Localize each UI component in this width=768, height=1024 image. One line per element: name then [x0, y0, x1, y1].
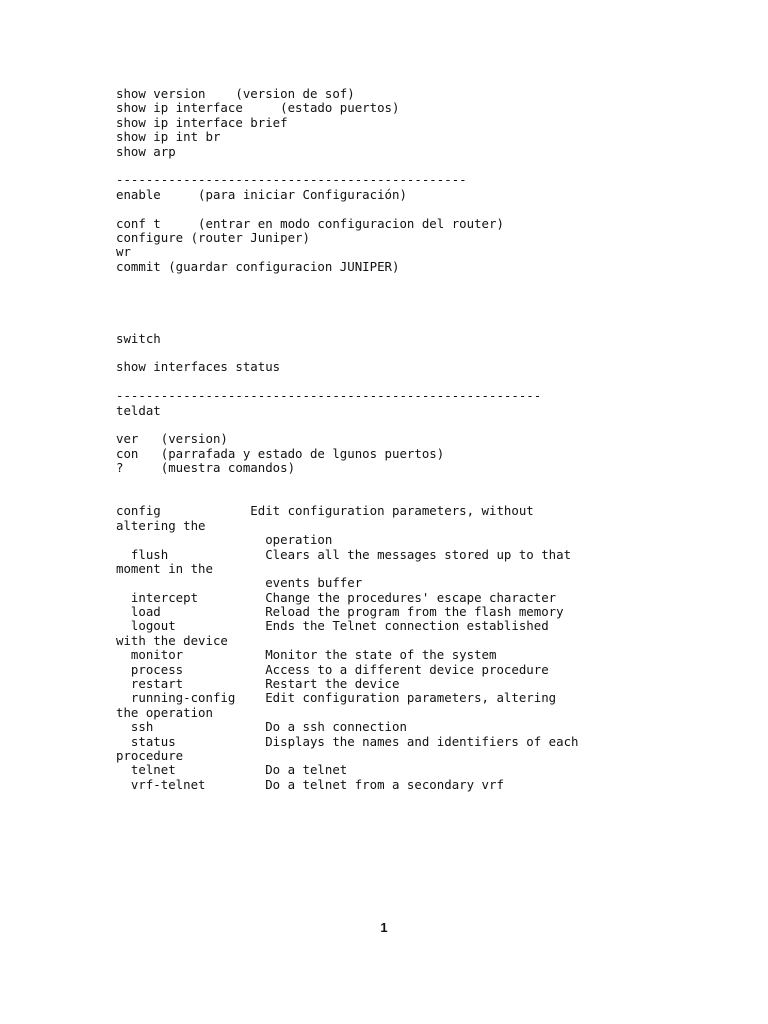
text-line: wr [116, 244, 131, 260]
text-line: procedure [116, 747, 184, 763]
text-line: status Displays the names and identifiers of each [116, 733, 579, 749]
text-line: altering the [116, 517, 206, 533]
text-line: load Reload the program from the flash memory [116, 604, 564, 620]
text-line: switch [116, 330, 161, 346]
page-number: 1 [380, 920, 388, 935]
text-line: config Edit configuration parameters, without [116, 503, 534, 519]
text-line: events buffer [116, 575, 363, 591]
text-line [116, 288, 716, 302]
text-line: monitor Monitor the state of the system [116, 647, 497, 663]
text-line: show arp [116, 143, 176, 159]
text-line: teldat [116, 402, 161, 418]
text-line [116, 375, 716, 389]
text-line [116, 346, 716, 360]
text-line: moment in the [116, 560, 213, 576]
text-line: logout Ends the Telnet connection established [116, 618, 549, 634]
text-line: with the device [116, 632, 228, 648]
text-line [116, 476, 716, 490]
text-line [116, 202, 716, 216]
text-line: con (parrafada y estado de lgunos puertos) [116, 445, 445, 461]
text-line: ver (version) [116, 431, 228, 447]
text-line: telnet Do a telnet [116, 762, 348, 778]
text-line: running-config Edit configuration parameters, altering [116, 690, 557, 706]
text-line: configure (router Juniper) [116, 229, 310, 245]
text-line [116, 317, 716, 331]
text-line: show ip int br [116, 129, 221, 145]
text-line: show version (version de sof) [116, 86, 355, 101]
text-line: ssh Do a ssh connection [116, 719, 407, 735]
text-line: intercept Change the procedures' escape character [116, 589, 557, 605]
text-line [116, 303, 716, 317]
text-line: ----------------------------------------------- [116, 172, 467, 188]
text-line: process Access to a different device procedure [116, 661, 549, 677]
text-line: enable (para iniciar Configuración) [116, 186, 407, 202]
document-body [116, 87, 716, 792]
text-line: conf t (entrar en modo configuracion del router) [116, 215, 504, 231]
text-line [116, 490, 716, 504]
text-line: flush Clears all the messages stored up to that [116, 546, 572, 562]
text-line: ? (muestra comandos) [116, 460, 296, 476]
text-line: the operation [116, 704, 213, 720]
text-line: operation [116, 532, 333, 548]
text-line: restart Restart the device [116, 676, 400, 692]
text-line: commit (guardar configuracion JUNIPER) [116, 258, 400, 274]
text-line: vrf-telnet Do a telnet from a secondary vrf [116, 776, 504, 792]
text-line: show ip interface brief [116, 114, 288, 130]
text-line: --------------------------------------------------------- [116, 388, 542, 404]
text-line [116, 418, 716, 432]
text-line: show ip interface (estado puertos) [116, 100, 400, 116]
text-line [116, 159, 716, 173]
text-line: show interfaces status [116, 359, 281, 375]
text-line [116, 274, 716, 288]
